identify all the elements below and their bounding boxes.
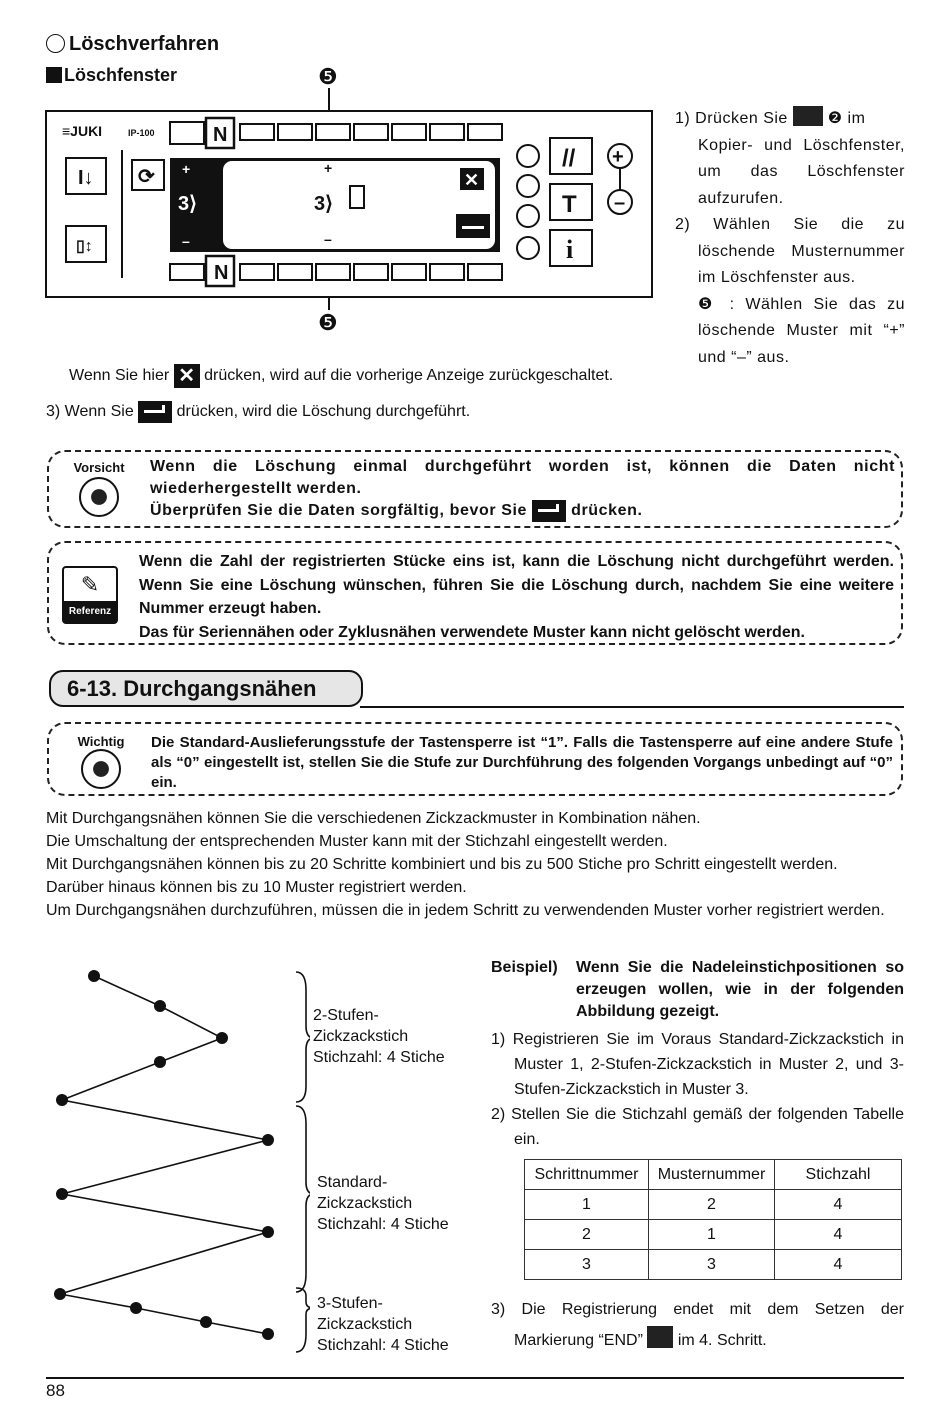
table-row: 3 3 4 (525, 1250, 902, 1280)
diagram-label-standard: Standard- Zickzackstich Stichzahl: 4 Stiche (317, 1174, 449, 1233)
enter-icon (532, 500, 566, 522)
example-title: Wenn Sie die Nadeleinstichpositionen so erzeugen wollen, wie in der folgenden Abbildung gezeigt. (576, 959, 904, 1020)
table-header: Musternummer (649, 1160, 775, 1190)
svg-text:–: – (324, 231, 332, 247)
svg-text:⟳: ⟳ (138, 166, 155, 188)
chapter-rule (360, 706, 904, 708)
enter-icon (138, 401, 172, 423)
caution-label: Vorsicht (73, 460, 125, 475)
important-badge (60, 734, 142, 790)
pencil-icon: ✎ (64, 568, 116, 602)
table-header: Stichzahl (775, 1160, 902, 1190)
chapter-title: 6-13. Durchgangsnähen (49, 670, 363, 707)
reference-text: Wenn die Zahl der registrierten Stücke eins ist, kann die Löschung nicht durchgeführt werden. Wenn Sie eine Löschung wünschen, führen Sie die Löschung durch, nachdem Sie eine weitere Nummer erzeugt haben. Das für Seriennähen oder Zyklusnähen verwendete Muster kann nicht gelöscht werden. (139, 553, 894, 641)
important-text: Die Standard-Auslieferungsstufe der Tastensperre ist “1”. Falls die Tastensperre auf eine andere Stufe als “0” eingestellt ist, stellen Sie die Stufe zur Durchführung des folgenden Vorgangs unbedingt auf “0” ein. (151, 734, 893, 791)
instruction-step1: 1) Drücken Sie ❷ im (675, 106, 905, 133)
instruction-step2: 2) Wählen Sie die zu löschende Musternummer im Löschfenster aus. (675, 216, 905, 286)
svg-text:3⟩: 3⟩ (314, 193, 333, 215)
svg-text:T: T (562, 191, 577, 218)
footer-rule (46, 1377, 904, 1379)
svg-text:i: i (566, 235, 574, 264)
instruction-step1-cont: Kopier- und Löschfenster, um das Löschfenster aufzurufen. (698, 136, 905, 207)
table-header: Schrittnummer (525, 1160, 649, 1190)
example-prefix: Beispiel) (491, 959, 558, 976)
example-step3: 3) Die Registrierung endet mit dem Setzen der Markierung “END” im 4. Schritt. (491, 1301, 904, 1349)
svg-text:I↓: I↓ (78, 167, 94, 189)
svg-text:+: + (324, 160, 333, 176)
table-header-row (525, 1160, 902, 1190)
reference-label: Referenz (64, 602, 116, 622)
svg-text:N: N (214, 262, 229, 284)
diagram-label-two-step: 2-Stufen- Zickzackstich Stichzahl: 4 Stiche (313, 1007, 445, 1066)
diagram-label-three-step: 3-Stufen- Zickzackstich Stichzahl: 4 Stiche (317, 1295, 449, 1354)
step3-instruction: 3) Wenn Sie drücken, wird die Löschung durchgeführt. (46, 401, 470, 423)
instruction-step2-note: ❺ : Wählen Sie das zu löschende Muster mit “+” und “–” aus. (698, 295, 905, 366)
page-number: 88 (46, 1381, 65, 1400)
end-marker-icon (647, 1326, 673, 1348)
stitch-diagram (40, 962, 310, 1362)
svg-text://: // (562, 145, 576, 172)
circle-icon (46, 34, 65, 53)
table-row: 1 2 4 (525, 1190, 902, 1220)
hand-icon (79, 477, 119, 517)
close-icon: ✕ (174, 364, 200, 388)
hand-icon (81, 749, 121, 789)
example-step1: 1) Registrieren Sie im Voraus Standard-Zickzackstich in Muster 1, 2-Stufen-Zickzackstich in Muster 2, und 3-Stufen-Zickzackstich in Muster 3. (491, 1031, 904, 1098)
example-step2: 2) Stellen Sie die Stichzahl gemäß der folgenden Tabelle ein. (491, 1106, 904, 1148)
caution-text: Wenn die Löschung einmal durchgeführt worden ist, können die Daten nicht wiederhergestellt werden. Überprüfen Sie die Daten sorgfältig, bevor Sie drücken. (150, 456, 895, 522)
svg-text:≡JUKI: ≡JUKI (62, 123, 103, 139)
svg-text:–: – (614, 192, 626, 214)
callout-top: ❺ (318, 64, 338, 89)
square-icon (46, 67, 62, 83)
section-heading: Löschverfahren (46, 33, 219, 56)
stitch-table (524, 1159, 902, 1280)
body-text: Mit Durchgangsnähen können Sie die verschiedenen Zickzackmuster in Kombination nähen. Die Umschaltung der entsprechenden Muster kann mit der Stichzahl eingestellt werden. Mit Durchgangsnähen können bis zu 20 Schritte kombiniert und bis zu 500 Stiche pro Schritt eingestellt werden. Darüber hinaus können bis zu 10 Muster registriert werden. Um Durchgangsnähen durchzuführen, müssen die in jedem Schritt zu verwendenden Muster vorher registriert werden. (46, 810, 885, 919)
svg-text:+: + (612, 146, 624, 168)
svg-text:–: – (182, 233, 190, 249)
reference-badge (62, 566, 118, 624)
svg-text:3⟩: 3⟩ (178, 193, 197, 215)
caution-badge (58, 460, 140, 520)
svg-text:IP-100: IP-100 (128, 128, 155, 138)
table-row: 2 1 4 (525, 1220, 902, 1250)
svg-text:+: + (182, 161, 191, 177)
back-instruction: Wenn Sie hier ✕ drücken, wird auf die vorherige Anzeige zurückgeschaltet. (69, 365, 614, 387)
callout-bottom: ❺ (318, 310, 338, 335)
copy-delete-icon (793, 106, 823, 126)
svg-text:✕: ✕ (464, 170, 480, 190)
svg-text:N: N (213, 124, 228, 146)
svg-text:▯↕: ▯↕ (76, 238, 93, 255)
control-panel-illustration (44, 88, 656, 310)
section-subheading: Löschfenster (46, 65, 177, 86)
important-label: Wichtig (77, 734, 125, 749)
